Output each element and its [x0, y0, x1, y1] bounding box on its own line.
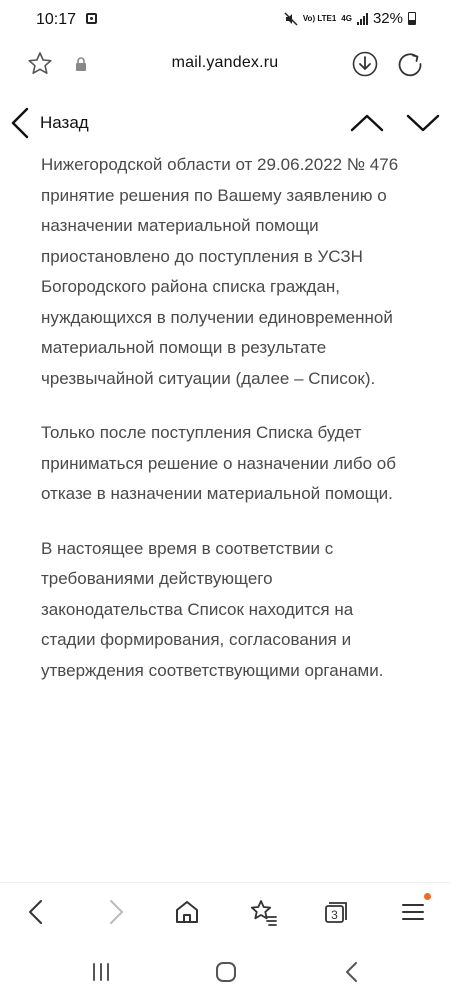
network-type-icon: 4G — [341, 13, 352, 23]
previous-message-button[interactable] — [348, 108, 386, 138]
mute-icon — [284, 12, 298, 26]
notification-dot-icon — [424, 893, 431, 900]
browser-url-bar — [0, 42, 450, 88]
back-nav-icon[interactable] — [343, 961, 361, 983]
next-message-button[interactable] — [404, 108, 442, 138]
battery-percent: 32% — [372, 10, 403, 27]
status-bar — [0, 0, 450, 42]
signal-icon — [357, 13, 368, 25]
download-icon[interactable] — [351, 50, 379, 78]
tabs-icon[interactable] — [322, 897, 352, 927]
browser-bottom-toolbar — [0, 882, 450, 941]
message-body — [41, 150, 411, 710]
forward-icon[interactable] — [100, 897, 130, 927]
bookmarks-star-icon[interactable] — [248, 897, 278, 927]
status-indicators — [284, 10, 416, 27]
message-paragraph: Только после поступления Списка будет приниматься решение о назначении либо об отказе в назначении материальной помощи. — [41, 423, 396, 503]
message-paragraph: Нижегородской области от 29.06.2022 № 476 принятие решения по Вашему заявлению о назначении материальной помощи приостановлено до поступления в УСЗН Богородского района списка граждан, нуждающихся в получении единовременной материальной помощи в результате чрезвычайной ситуации (далее – Список). — [41, 155, 399, 388]
status-time: 10:17 — [36, 11, 77, 28]
back-icon[interactable] — [22, 897, 52, 927]
home-nav-icon[interactable] — [215, 961, 237, 983]
reload-icon[interactable] — [396, 50, 424, 78]
battery-icon — [408, 12, 416, 25]
back-label: Назад — [40, 113, 89, 132]
android-navigation-bar — [0, 948, 450, 1000]
menu-icon[interactable] — [398, 897, 428, 927]
url-address[interactable]: mail.yandex.ru — [171, 54, 279, 71]
notification-icon — [86, 13, 97, 24]
back-button[interactable] — [8, 104, 89, 142]
recents-icon[interactable] — [90, 962, 112, 982]
mail-header — [0, 100, 450, 146]
tabs-count: 3 — [331, 908, 338, 922]
chevron-left-icon — [8, 106, 32, 140]
home-icon[interactable] — [172, 897, 202, 927]
message-paragraph: В настоящее время в соответствии с требованиями действующего законодательства Список находится на стадии формирования, согласования и утверждения соответствующими органами. — [41, 538, 384, 680]
volte-icon: Vo) LTE1 — [302, 13, 337, 23]
